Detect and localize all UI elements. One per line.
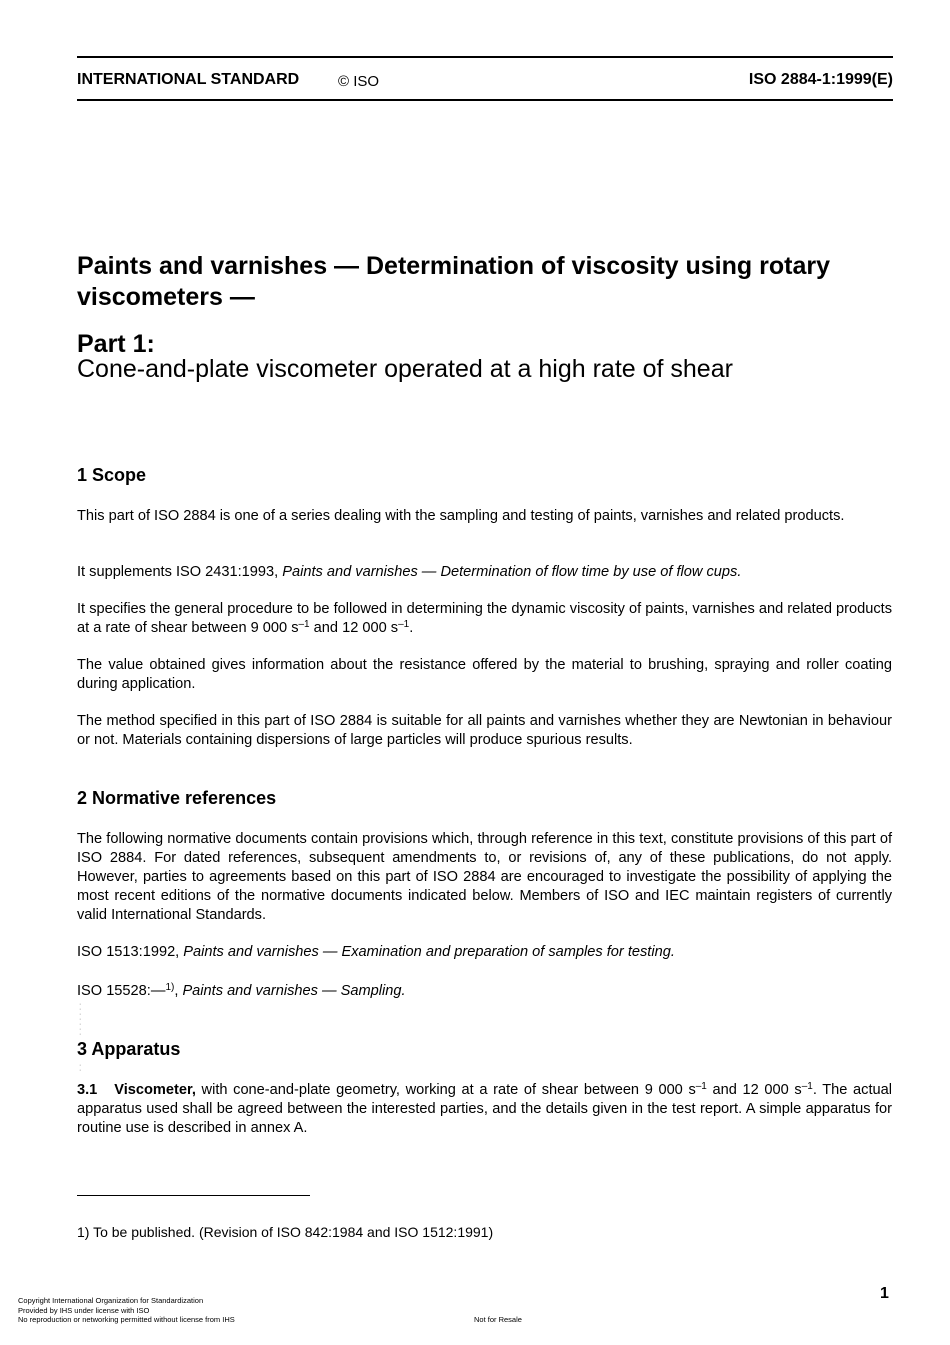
scope-paragraph-1: This part of ISO 2884 is one of a series dealing with the sampling and testing of paints, varnishes and related products. [77,508,845,524]
normative-paragraph-1: The following normative documents contain provisions which, through reference in this text, constitute provisions of this part of ISO 2884. For dated references, subsequent amendments to, or revisions of, any of these publications, do not apply. However, parties to agreements based on this part of ISO 2884 are encouraged to investigate the possibility of applying the most recent editions of the normative documents indicated below. Members of ISO and IEC maintain registers of currently valid International Standards. [77,831,892,923]
section-heading-apparatus: 3 Apparatus [77,1039,181,1059]
main-title-line2: viscometers — [77,283,255,311]
scope-paragraph-5: The method specified in this part of ISO 2884 is suitable for all paints and varnishes whether they are Newtonian in behaviour or not. Materials containing dispersions of large particles will produce spurious results. [77,713,892,748]
section-heading-normative-references: 2 Normative references [77,788,277,808]
footnote-rule [77,1195,310,1196]
section-heading-scope: 1 Scope [77,465,147,485]
scope-paragraph-3: It specifies the general procedure to be followed in determining the dynamic viscosity of paints, varnishes and related products at a rate of shear between 9 000 $s^{-1}$ and 12 000 $s^{-1}$. [77,601,892,636]
apparatus-clause-3-1: 3.1 Viscometer, with cone-and-plate geometry, working at a rate of shear between 9 000 $s^{-1}$ and 12 000 $s^{-1}$. The actual apparatus used shall be agreed between the interested parties, and the details given in the test report. A simple apparatus for routine use is described in annex A. [77,1081,892,1136]
part-subtitle: Cone-and-plate viscometer operated at a high rate of shear [77,355,733,383]
referenced-title: Paints and varnishes — Determination of flow time by use of flow cups. [282,564,742,580]
header-copyright: © ISO [338,73,380,90]
footnote: 1) To be published. (Revision of ISO 842:1984 and ISO 1512:1991) [77,1224,494,1240]
header-doc-number: ISO 2884-1:1999(E) [748,71,893,88]
margin-dots: · · [79,1062,82,1074]
not-for-resale: Not for Resale [474,1315,522,1324]
footnote-marker[interactable]: 1) [165,982,175,993]
header-bottom-rule [77,99,893,101]
main-title-line1: Paints and varnishes — Determination of viscosity using rotary [77,252,830,280]
header-doc-type: INTERNATIONAL STANDARD [77,71,300,88]
scope-paragraph-4: The value obtained gives information about the resistance offered by the material to brushing, spraying and roller coating during application. [77,657,892,692]
normative-reference-2: ISO 15528:—$^{1)}$, Paints and varnishes — Sampling. [77,982,406,999]
part-label: Part 1: [77,330,155,358]
page-number: 1 [880,1285,889,1302]
scope-paragraph-2: It supplements ISO 2431:1993, Paints and varnishes — Determination of flow time by use of flow cups. [77,564,742,580]
normative-reference-1: ISO 1513:1992, Paints and varnishes — Examination and preparation of samples for testing. [77,944,675,960]
margin-dots: · · · · · · · [79,1001,82,1038]
copyright-notice: Copyright International Organization for Standardization Provided by IHS under license with ISO No reproduction or networking permitted without license from IHS [18,1296,235,1324]
header-top-rule [77,56,893,58]
